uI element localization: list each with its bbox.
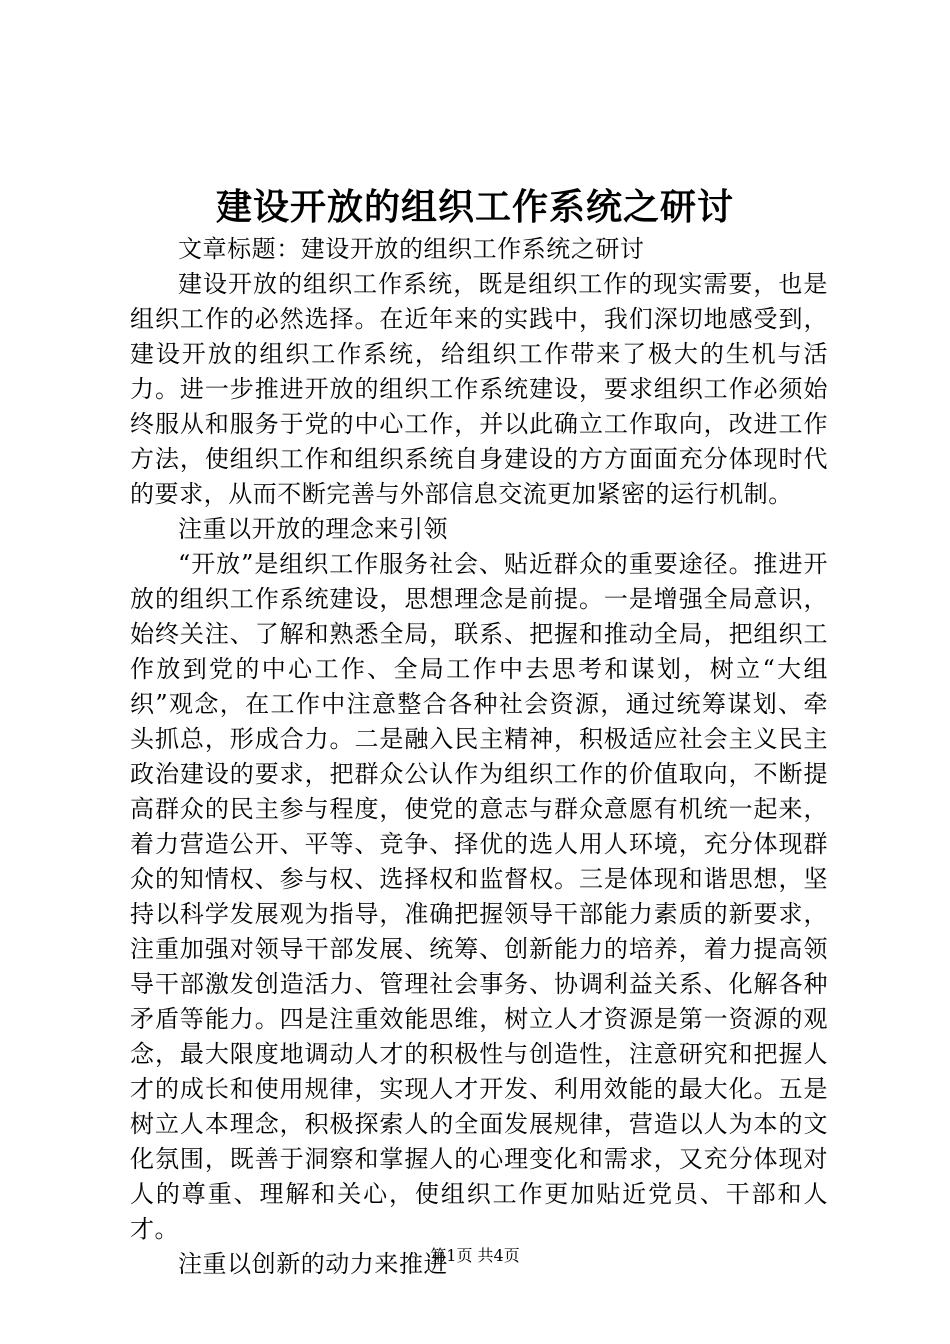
document-title: 建设开放的组织工作系统之研讨 xyxy=(215,186,734,228)
body-paragraph: 建设开放的组织工作系统，既是组织工作的现实需要，也是组织工作的必然选择。在近年来的实践中，我们深切地感受到，建设开放的组织工作系统，给组织工作带来了极大的生机与活力。进一步推进开放的组织工作系统建设，要求组织工作必须始终服从和服务于党的中心工作，并以此确立工作取向，改进工作方法，使组织工作和组织系统自身建设的方方面面充分体现时代的要求，从而不断完善与外部信息交流更加紧密的运行机制。 xyxy=(130,270,828,508)
page-footer: 第1页 共4页 xyxy=(430,1246,520,1265)
section-heading: 注重以开放的理念来引领 xyxy=(178,515,449,543)
section-heading: 注重以创新的动力来推进 xyxy=(178,1250,449,1278)
document-body xyxy=(130,232,828,1282)
body-paragraph: “开放”是组织工作服务社会、贴近群众的重要途径。推进开放的组织工作系统建设，思想理念是前提。一是增强全局意识，始终关注、了解和熟悉全局，联系、把握和推动全局，把组织工作放到党的中心工作、全局工作中去思考和谋划，树立“大组织”观念，在工作中注意整合各种社会资源，通过统筹谋划、牵头抓总，形成合力。二是融入民主精神，积极适应社会主义民主政治建设的要求，把群众公认作为组织工作的价值取向，不断提高群众的民主参与程度，使党的意志与群众意愿有机统一起来，着力营造公开、平等、竞争、择优的选人用人环境，充分体现群众的知情权、参与权、选择权和监督权。三是体现和谐思想，坚持以科学发展观为指导，准确把握领导干部能力素质的新要求，注重加强对领导干部发展、统筹、创新能力的培养，着力提高领导干部激发创造活力、管理社会事务、协调利益关系、化解各种矛盾等能力。四是注重效能思维，树立人才资源是第一资源的观念，最大限度地调动人才的积极性与创造性，注意研究和把握人才的成长和使用规律，实现人才开发、利用效能的最大化。五是树立人本理念，积极探索人的全面发展规律，营造以人为本的文化氛围，既善于洞察和掌握人的心理变化和需求，又充分体现对人的尊重、理解和关心，使组织工作更加贴近党员、干部和人才。 xyxy=(130,550,828,1243)
article-title-line: 文章标题：建设开放的组织工作系统之研讨 xyxy=(178,235,645,263)
